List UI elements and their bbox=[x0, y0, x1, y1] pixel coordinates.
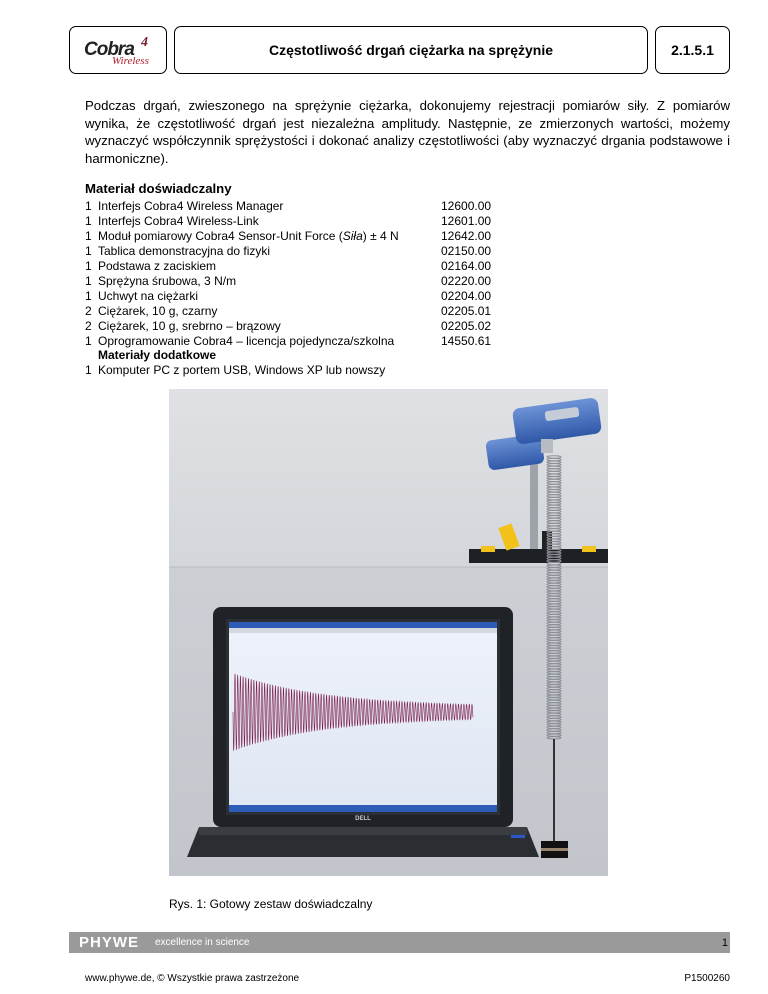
extra-materials-item bbox=[85, 363, 545, 378]
item-code: 02204.00 bbox=[441, 289, 492, 303]
item-name: Ciężarek, 10 g, czarny bbox=[98, 304, 218, 318]
logo-text-main: Cobra bbox=[84, 39, 134, 60]
title-box bbox=[174, 26, 648, 74]
item-name-italic: Siła bbox=[342, 229, 363, 243]
list-item bbox=[85, 274, 545, 289]
list-item bbox=[85, 244, 545, 259]
item-code: 02220.00 bbox=[441, 274, 492, 288]
cobra4-wireless-logo bbox=[84, 35, 156, 67]
item-code: 14550.61 bbox=[441, 334, 492, 348]
page-title: Częstotliwość drgań ciężarka na sprężynie bbox=[269, 42, 553, 58]
materials-title: Materiał doświadczalny bbox=[85, 181, 232, 196]
item-code: 02150.00 bbox=[441, 244, 492, 258]
item-name-post: ) ± 4 N bbox=[362, 229, 399, 243]
list-item bbox=[85, 334, 545, 349]
item-name: Komputer PC z portem USB, Windows XP lub nowszy bbox=[98, 363, 386, 377]
item-qty: 2 bbox=[85, 304, 92, 318]
item-qty: 1 bbox=[85, 259, 92, 273]
experiment-number: 2.1.5.1 bbox=[671, 42, 714, 58]
item-code: 02205.02 bbox=[441, 319, 492, 333]
item-name: Tablica demonstracyjna do fizyki bbox=[98, 244, 271, 258]
list-item bbox=[85, 289, 545, 304]
item-code: 12601.00 bbox=[441, 214, 492, 228]
weight-black bbox=[541, 841, 568, 848]
support-rod bbox=[530, 451, 538, 549]
item-code: 12600.00 bbox=[441, 199, 492, 213]
logo-box bbox=[69, 26, 167, 74]
footer-code: P1500260 bbox=[684, 973, 730, 984]
item-qty: 1 bbox=[85, 214, 92, 228]
list-item bbox=[85, 304, 545, 319]
item-qty: 1 bbox=[85, 334, 92, 348]
item-code: 02205.01 bbox=[441, 304, 492, 318]
list-item bbox=[85, 259, 545, 274]
list-item bbox=[85, 229, 545, 244]
list-item bbox=[85, 214, 545, 229]
page-number: 1 bbox=[721, 937, 728, 949]
laptop bbox=[187, 607, 539, 857]
item-name: Uchwyt na ciężarki bbox=[98, 289, 199, 303]
phywe-logo: PHYWE bbox=[79, 934, 140, 951]
logo-text-sub: Wireless bbox=[112, 55, 149, 67]
number-box bbox=[655, 26, 730, 74]
figure-caption: Rys. 1: Gotowy zestaw doświadczalny bbox=[169, 897, 373, 911]
item-qty: 1 bbox=[85, 199, 92, 213]
experiment-setup-photo bbox=[169, 389, 608, 876]
materials-list bbox=[85, 199, 545, 349]
footer-bar bbox=[69, 932, 730, 953]
footer-tagline: excellence in science bbox=[155, 937, 250, 948]
item-qty: 1 bbox=[85, 229, 92, 243]
item-name: Interfejs Cobra4 Wireless Manager bbox=[98, 199, 284, 213]
item-name bbox=[98, 229, 399, 244]
item-name: Ciężarek, 10 g, srebrno – brązowy bbox=[98, 319, 281, 333]
item-qty: 2 bbox=[85, 319, 92, 333]
item-name: Interfejs Cobra4 Wireless-Link bbox=[98, 214, 259, 228]
item-code: 12642.00 bbox=[441, 229, 492, 243]
intro-paragraph: Podczas drgań, zwieszonego na sprężynie ciężarka, dokonujemy rejestracji pomiarów siły. Z pomiarów wynika, że częstotliwość drgań jest niezależna amplitudy. Następnie, ze zmierzonych wartości, możemy wyznaczyć współczynnik sprężystości i dokonać analizy częstotliwości (aby wyznaczyć drgania podstawowe i harmoniczne). bbox=[85, 98, 730, 166]
item-code: 02164.00 bbox=[441, 259, 492, 273]
item-qty: 1 bbox=[85, 274, 92, 288]
list-item bbox=[85, 319, 545, 334]
laptop-brand: DELL bbox=[355, 816, 371, 822]
list-item bbox=[85, 199, 545, 214]
item-qty: 1 bbox=[85, 363, 92, 377]
extra-materials-title: Materiały dodatkowe bbox=[98, 348, 217, 362]
item-name: Podstawa z zaciskiem bbox=[98, 259, 217, 273]
item-qty: 1 bbox=[85, 289, 92, 303]
page-header bbox=[69, 26, 730, 76]
item-name-pre: Moduł pomiarowy Cobra4 Sensor-Unit Force ( bbox=[98, 229, 343, 243]
item-name: Oprogramowanie Cobra4 – licencja pojedyncza/szkolna bbox=[98, 334, 395, 348]
item-name: Sprężyna śrubowa, 3 N/m bbox=[98, 274, 237, 288]
logo-text-num: 4 bbox=[141, 35, 148, 50]
item-qty: 1 bbox=[85, 244, 92, 258]
footer-copyright: www.phywe.de, © Wszystkie prawa zastrzeżone bbox=[85, 973, 300, 984]
